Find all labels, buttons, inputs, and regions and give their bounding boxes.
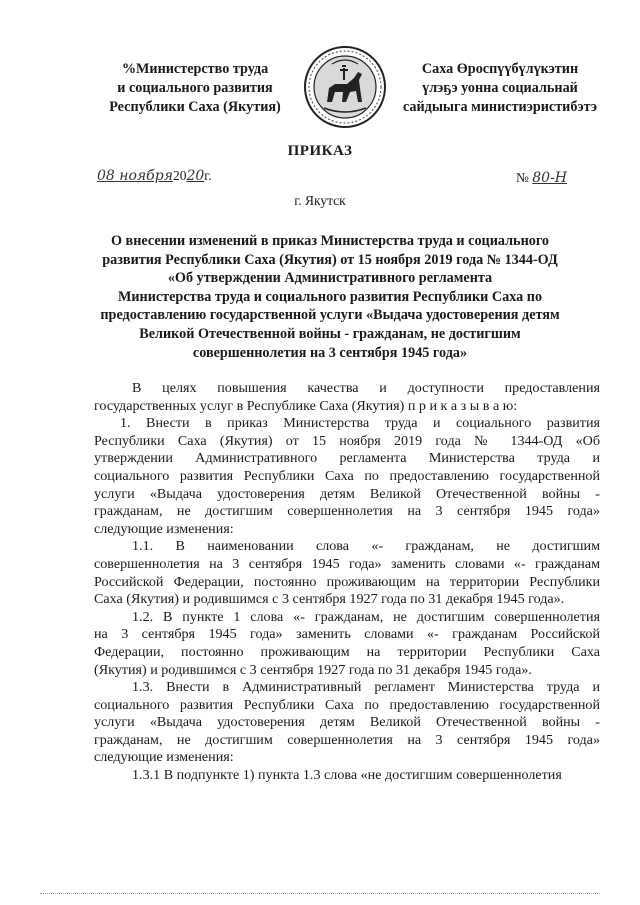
paragraph-line: Федерации, постоянно проживающим на территории Республики Саха xyxy=(94,643,600,660)
ministry-left-line: и социального развития xyxy=(117,80,273,96)
document-city: г. Якутск xyxy=(294,193,346,208)
heading-line: развития Республики Саха (Якутия) от 15 ноября 2019 года № 1344-ОД xyxy=(102,251,558,268)
ministry-right-line: сайдыыга министиэристибэтэ xyxy=(402,99,598,115)
body-paragraph xyxy=(94,538,600,608)
paragraph-line: 1.3.1 В подпункте 1) пункта 1.3 слова «не достигшим совершеннолетия xyxy=(132,767,562,784)
paragraph-line: гражданам, не достигшим совершеннолетия на 3 сентября 1945 года» xyxy=(94,503,600,520)
body-paragraph xyxy=(94,609,600,679)
ministry-left-line: %Министерство труда xyxy=(121,61,269,77)
paragraph-line: 1.2. В пункте 1 слова «- гражданам, не достигшим совершеннолетия xyxy=(132,608,600,625)
page-bottom-rule xyxy=(40,893,600,894)
paragraph-line: гражданам, не достигшим совершеннолетия на 3 сентября 1945 года» xyxy=(94,731,600,748)
date-suffix: г. xyxy=(204,168,212,183)
date-day-handwritten: 08 ноября xyxy=(97,168,173,184)
paragraph-line: на 3 сентября 1945 года» заменить словами «- гражданам Российской xyxy=(94,626,600,643)
paragraph-line: совершеннолетия на 3 сентября 1945 года» заменить словами «- гражданам xyxy=(94,555,600,572)
paragraph-line: В целях повышения качества и доступности предоставления xyxy=(132,380,600,396)
document-number xyxy=(516,170,567,186)
paragraph-line: социального развития Республики Саха по предоставлению государственной xyxy=(94,696,600,713)
document-title: ПРИКАЗ xyxy=(287,143,353,159)
ministry-name-sakha xyxy=(365,60,635,117)
paragraph-line: услуги «Выдача удостоверения детям Великой Отечественной войны - xyxy=(94,714,600,731)
ministry-name-russian xyxy=(60,60,330,117)
order-heading xyxy=(60,232,600,362)
number-handwritten: 80-Н xyxy=(532,170,568,186)
date-year-prefix: 20 xyxy=(172,168,187,183)
paragraph-line: 1.1. В наименовании слова «- гражданам, не достигшим xyxy=(132,538,600,555)
body-paragraph xyxy=(94,679,600,767)
body-paragraph xyxy=(94,415,600,538)
ministry-right-line: Саха Өроспүүбүлүкэтин xyxy=(421,61,579,77)
heading-line: совершеннолетия на 3 сентября 1945 года» xyxy=(192,344,468,361)
paragraph-line: (Якутия) и родившимся с 3 сентября 1927 года по 31 декабря 1945 года». xyxy=(94,661,532,678)
paragraph-line: следующие изменения: xyxy=(94,749,234,766)
paragraph-line: государственных услуг в Республике Саха (Якутия) п р и к а з ы в а ю: xyxy=(94,397,518,414)
body-paragraph xyxy=(94,767,600,785)
ministry-right-line: үлэҕэ уонна социальнай xyxy=(422,80,578,96)
heading-line: «Об утверждении Административного регламента xyxy=(167,270,493,287)
paragraph-line: Саха (Якутия) и родившимся с 3 сентября 1927 года по 31 декабря 1945 года». xyxy=(94,591,565,608)
heading-line: Великой Отечественной войны - гражданам, не достигшим xyxy=(139,325,521,342)
document-date xyxy=(97,168,212,184)
number-label: № xyxy=(516,170,529,185)
paragraph-line: следующие изменения: xyxy=(94,520,234,537)
document-body xyxy=(94,380,600,785)
body-paragraph xyxy=(94,380,600,415)
ministry-left-line: Республики Саха (Якутия) xyxy=(109,99,281,115)
heading-line: Министерства труда и социального развития Республики Саха по xyxy=(117,288,543,305)
paragraph-line: Российской Федерации, постоянно проживающим на территории Республики xyxy=(94,573,600,590)
paragraph-line: 1. Внести в приказ Министерства труда и социального развития xyxy=(120,415,600,432)
paragraph-line: Республики Саха (Якутия) от 15 ноября 2019 года № 1344-ОД «Об xyxy=(94,432,600,449)
paragraph-line: социального развития Республики Саха по предоставлению государственной xyxy=(94,467,600,484)
heading-line: О внесении изменений в приказ Министерства труда и социального xyxy=(110,233,550,249)
paragraph-line: 1.3. Внести в Административный регламент Министерства труда и xyxy=(132,679,600,696)
heading-line: предоставлению государственной услуги «Выдача удостоверения детям xyxy=(100,307,560,324)
paragraph-line: услуги «Выдача удостоверения детям Великой Отечественной войны - xyxy=(94,485,600,502)
date-year-handwritten: 20 xyxy=(186,168,205,184)
paragraph-line: утверждении Административного регламента Министерства труда и xyxy=(94,450,600,467)
